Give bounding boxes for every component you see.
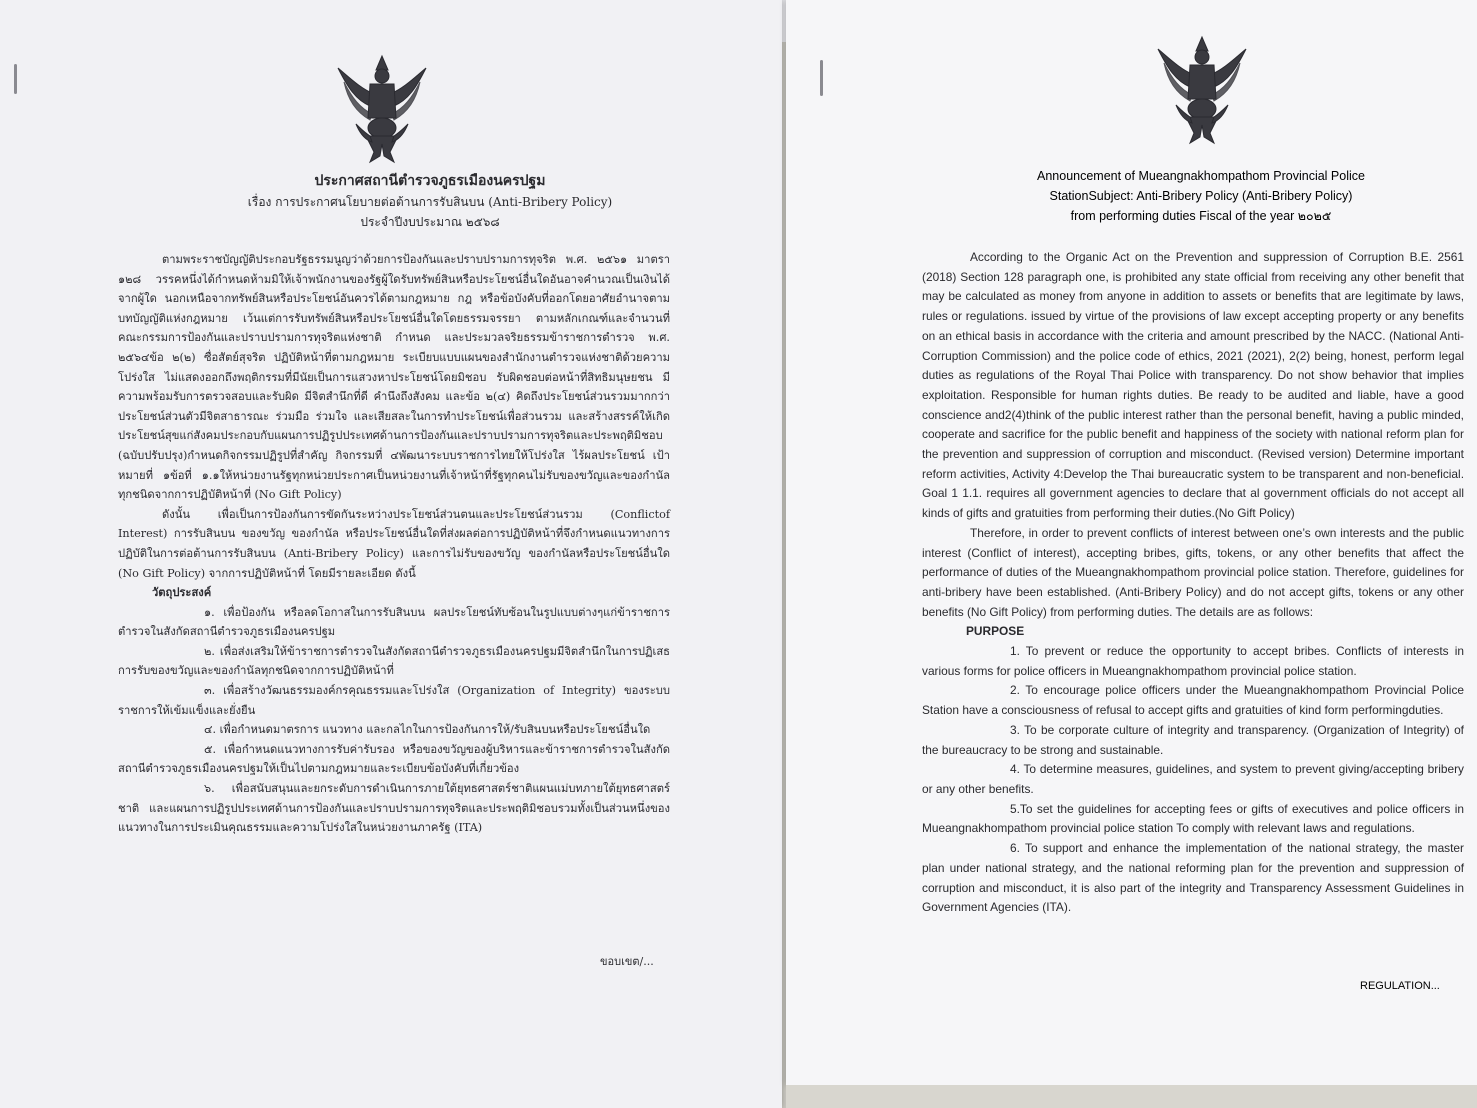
subject-line: เรื่อง การประกาศนโยบายต่อต้านการรับสินบน (Anti-Bribery Policy): [247, 195, 613, 209]
title-line: from performing duties Fiscal of the year ๒๐๒๕: [1070, 209, 1332, 223]
thai-title-block: [130, 170, 730, 232]
objectives-heading: วัตถุประสงค์: [152, 585, 212, 600]
objective-item: ๔. เพื่อกำหนดมาตรการ แนวทาง และกลไกในการป้องกันการให้/รับสินบนหรือประโยชน์อื่นใด: [204, 723, 651, 737]
purpose-item: 3. To be corporate culture of integrity and transparency. (Organization of Integrity) of the bureaucracy to be strong and sustainable.: [922, 722, 1464, 757]
purpose-heading: PURPOSE: [966, 624, 1025, 639]
title-line: Announcement of Mueangnakhompathom Provincial Police: [1037, 169, 1365, 183]
thai-body: [118, 250, 670, 838]
background-strip-bottom: [786, 1085, 1477, 1108]
objective-item: ๑. เพื่อป้องกัน หรือลดโอกาสในการรับสินบน ผลประโยชน์ทับซ้อนในรูปแบบต่างๆแก่ข้าราชการตำรวจในสังกัดสถานีตำรวจภูธรเมืองนครปฐม: [118, 605, 670, 639]
body-paragraph: According to the Organic Act on the Prevention and suppression of Corruption B.E. 2561 (2018) Section 128 paragraph one, is prohibited any state official from receiving any other benefit that may be calculated as money from anyone in addition to assets or benefits that are legitimate by laws, rules or regulations. issued by virtue of the provisions of law except accepting property or any benefits on an ethical basis in accordance with the criteria and amount prescribed by the NACC. (National Anti-Corruption Commission) and the police code of ethics, 2021 (2021), 2(2) being, honest, perform legal duties as regulations of the Royal Thai Police with transparency. Do not show behavior that implies exploitation. Responsible for human rights duties. Be ready to be audited and liable, have a good conscience and2(4)think of the public interest rather than the personal benefit, having a public minded, cooperate and sacrifice for the public benefit and happiness of the society with national reform plan for the prevention and suppression of corruption and misconduct. (Revised version) Determine important reform activities, Activity 4:Develop the Thai bureaucratic system to be transparent and non-beneficial. Goal 1 1.1. requires all government agencies to declare that al government officials do not accept all kinds of gifts and gratuities from performing their duties.(No Gift Policy): [922, 250, 1464, 521]
objective-item: ๓. เพื่อสร้างวัฒนธรรมองค์กรคุณธรรมและโปร่งใส (Organization of Integrity) ของระบบราชการให้เข้มแข็งและยั่งยืน: [118, 684, 670, 717]
purpose-item: 2. To encourage police officers under the Mueangnakhompathom Provincial Police Station have a consciousness of refusal to accept gifts and gratuities of kind form performingduties.: [922, 683, 1464, 718]
objective-item: ๖. เพื่อสนับสนุนและยกระดับการดำเนินการภายใต้ยุทธศาสตร์ชาติแผนแม่บทภายใต้ยุทธศาสตร์ชาติ และแผนการปฏิรูปประเทศด้านการป้องกันและปราบปรามการทุจริตและประพฤติมิชอบรวมทั้งเป็นส่วนหนึ่งของแนวทางในการประเมินคุณธรรมและความโปร่งใสในหน่วยงานภาครัฐ (ITA): [118, 782, 670, 835]
objective-item: ๕. เพื่อกำหนดแนวทางการรับค่ารับรอง หรือของขวัญของผู้บริหารและข้าราชการตำรวจในสังกัด สถานีตำรวจภูธรเมืองนครปฐมให้เป็นไปตามกฎหมายและระเบียบข้อบังคับที่เกี่ยวข้อง: [118, 742, 670, 776]
binder-hole-mark: [820, 60, 823, 96]
fiscal-year-line: ประจำปีงบประมาณ ๒๕๖๘: [360, 215, 500, 229]
purpose-item: 4. To determine measures, guidelines, and system to prevent giving/accepting bribery or any other benefits.: [922, 762, 1464, 796]
garuda-emblem-icon: [1150, 28, 1254, 148]
purpose-item: 1. To prevent or reduce the opportunity to accept bribes. Conflicts of interests in various forms for police officers in Mueangnakhompathom provincial police station.: [922, 644, 1464, 678]
body-paragraph: ดังนั้น เพื่อเป็นการป้องกันการขัดกันระหว่างประโยชน์ส่วนตนและประโยชน์ส่วนรวม (Conflictof Interest) การรับสินบน ของขวัญ ของกำนัล หรือประโยชน์อื่นใดที่ส่งผลต่อการปฏิบัติหน้าที่จึงกำหนดแนวทางการปฏิบัติในการต่อต้านการรับสินบน (Anti-Bribery Policy) และการไม่รับของขวัญ ของกำนัลหรือประโยชน์อื่นใด (No Gift Policy) จากการปฏิบัติหน้าที่ โดยมีรายละเอียด ดังนี้: [118, 507, 670, 580]
english-title-block: [936, 166, 1466, 226]
objective-item: ๒. เพื่อส่งเสริมให้ข้าราชการตำรวจในสังกัดสถานีตำรวจภูธรเมืองนครปฐมมีจิตสำนึกในการปฏิเสธการรับของขวัญและของกำนัลทุกชนิดจากการปฏิบัติหน้าที่: [118, 644, 670, 678]
purpose-item: 6. To support and enhance the implementation of the national strategy, the master plan under national strategy, and the national reforming plan for the prevention and suppression of corruption and misconduct, it is also part of the integrity and Transparency Assessment Guidelines in Government Agencies (ITA).: [922, 841, 1464, 915]
english-body: [922, 248, 1464, 918]
body-paragraph: ตามพระราชบัญญัติประกอบรัฐธรรมนูญว่าด้วยการป้องกันและปราบปรามการทุจริต พ.ศ. ๒๕๖๑ มาตรา ๑๒๘ วรรคหนึ่งได้กำหนดห้ามมิให้เจ้าพนักงานของรัฐผู้ใดรับทรัพย์สินหรือประโยชน์อื่นใดอันอาจคำนวณเป็นเงินได้จากผู้ใด นอกเหนือจากทรัพย์สินหรือประโยชน์อันควรได้ตามกฎหมาย กฎ หรือข้อบังคับที่ออกโดยอาศัยอำนาจตามบทบัญญัติแห่งกฎหมาย เว้นแต่การรับทรัพย์สินหรือประโยชน์อื่นใดโดยธรรมจรรยา ตามหลักเกณฑ์และจำนวนที่คณะกรรมการป้องกันและปราบปรามการทุจริตแห่งชาติ กำหนด และประมวลจริยธรรมข้าราชการตำรวจ พ.ศ. ๒๕๖๔ข้อ ๒(๒) ซื่อสัตย์สุจริต ปฏิบัติหน้าที่ตามกฎหมาย ระเบียบแบบแผนของสำนักงานตำรวจแห่งชาติด้วยความโปร่งใส ไม่แสดงออกถึงพฤติกรรมที่มีนัยเป็นการแสวงหาประโยชน์โดยมิชอบ รับผิดชอบต่อหน้าที่สิทธิมนุษยชน มีความพร้อมรับการตรวจสอบและรับผิด มีจิตสำนึกที่ดี คำนึงถึงสังคม และข้อ ๒(๔) คิดถึงประโยชน์ส่วนรวมมากกว่าประโยชน์ส่วนตัวมีจิตสาธารณะ ร่วมมือ ร่วมใจ และเสียสละในการทำประโยชน์เพื่อส่วนรวม และสร้างสรรค์ให้เกิดประโยชน์สุขแก่สังคมประกอบกับแผนการปฏิรูปประเทศด้านการป้องกันและปราบปรามการทุจริตและประพฤติมิชอบ (ฉบับปรับปรุง)กำหนดกิจกรรมปฏิรูปที่สำคัญ กิจกรรมที่ ๔พัฒนาระบบราชการไทยให้โปร่งใส ไร้ผลประโยชน์ เป้าหมายที่ ๑ข้อที่ ๑.๑ให้หน่วยงานรัฐทุกหน่วยประกาศเป็นหน่วยงานที่เจ้าหน้าที่รัฐทุกคนไม่รับของขวัญและของกำนัลทุกชนิดจากการปฏิบัติหน้าที่ (No Gift Policy): [118, 253, 670, 502]
continuation-marker: REGULATION...: [1360, 980, 1440, 992]
continuation-marker: ขอบเขต/...: [600, 955, 654, 968]
title-line: StationSubject: Anti-Bribery Policy (Anti-Bribery Policy): [1049, 189, 1353, 203]
purpose-item: 5.To set the guidelines for accepting fees or gifts of executives and police officers in Mueangnakhompathom provincial police station To comply with relevant laws and regulations.: [922, 801, 1464, 836]
garuda-emblem-icon: [330, 48, 434, 166]
page-title: ประกาศสถานีตำรวจภูธรเมืองนครปฐม: [314, 173, 546, 189]
body-paragraph: Therefore, in order to prevent conflicts of interest between one’s own interests and the public interest (Conflict of interest), accepting bribes, gifts, tokens, or any other benefits that affect the performance of duties of the Mueangnakhompathom provincial police station. Therefore, guidelines for anti-bribery have been established. (Anti-Bribery Policy) and do not accept gifts, tokens or any other benefits (No Gift Policy) from performing duties. The details are as follows:: [922, 525, 1464, 619]
binder-hole-mark: [14, 64, 17, 94]
